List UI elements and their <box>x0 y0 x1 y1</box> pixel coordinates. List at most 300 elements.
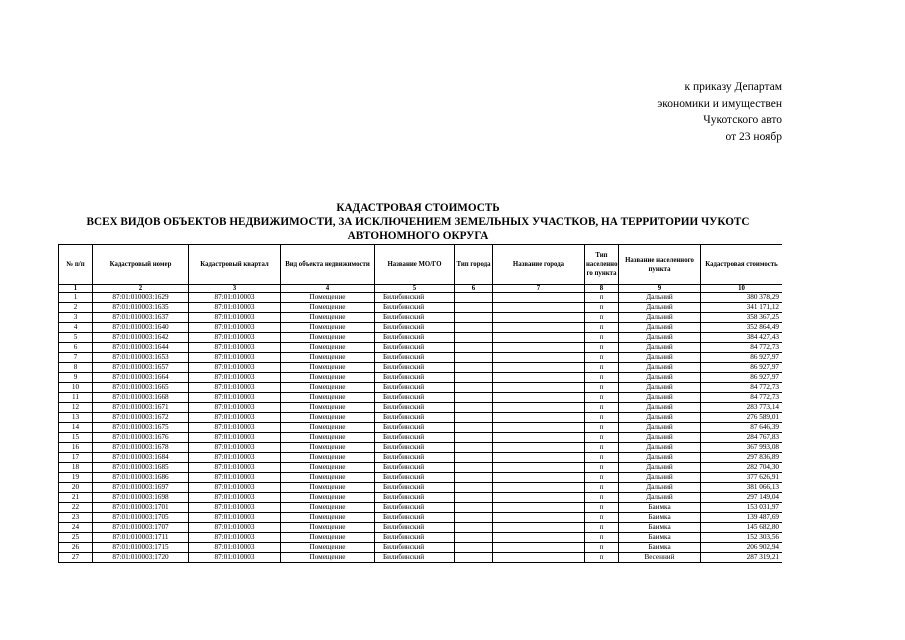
city-name-cell <box>493 553 585 563</box>
cadastral-number-cell: 87:01:010003:1684 <box>93 453 189 463</box>
cadastral-quarter-cell: 87:01:010003 <box>189 523 281 533</box>
column-header: Название города <box>493 245 585 285</box>
settlement-name-cell: Дальний <box>619 313 701 323</box>
cadastral-value-cell: 84 772,73 <box>701 343 783 353</box>
order-reference-line: экономики и имуществен <box>657 97 782 110</box>
table-row <box>59 503 783 513</box>
cadastral-value-cell: 358 367,25 <box>701 313 783 323</box>
municipality-cell: Билибинский <box>375 553 455 563</box>
city-type-cell <box>455 413 493 423</box>
cadastral-value-cell: 153 031,97 <box>701 503 783 513</box>
row-number-cell: 27 <box>59 553 93 563</box>
order-reference-line: от 23 ноябр <box>725 130 782 143</box>
city-type-cell <box>455 423 493 433</box>
row-number-cell: 2 <box>59 303 93 313</box>
table-row <box>59 543 783 553</box>
order-reference-line: Чукотского авто <box>703 114 782 126</box>
cadastral-quarter-cell: 87:01:010003 <box>189 303 281 313</box>
settlement-name-cell: Дальний <box>619 343 701 353</box>
object-type-cell: Помещение <box>281 553 375 563</box>
table-row <box>59 403 783 413</box>
object-type-cell: Помещение <box>281 293 375 303</box>
municipality-cell: Билибинский <box>375 333 455 343</box>
city-type-cell <box>455 373 493 383</box>
cadastral-value-cell: 380 378,29 <box>701 293 783 303</box>
city-name-cell <box>493 393 585 403</box>
settlement-name-cell: Дальний <box>619 473 701 483</box>
settlement-name-cell: Дальний <box>619 303 701 313</box>
table-row <box>59 523 783 533</box>
table-row <box>59 483 783 493</box>
cadastral-value-cell: 287 319,21 <box>701 553 783 563</box>
cadastral-quarter-cell: 87:01:010003 <box>189 383 281 393</box>
city-type-cell <box>455 293 493 303</box>
column-number-row <box>59 285 783 293</box>
cadastral-number-cell: 87:01:010003:1715 <box>93 543 189 553</box>
settlement-name-cell: Баимка <box>619 543 701 553</box>
municipality-cell: Билибинский <box>375 463 455 473</box>
city-type-cell <box>455 513 493 523</box>
settlement-type-cell: п <box>585 473 619 483</box>
row-number-cell: 19 <box>59 473 93 483</box>
cadastral-quarter-cell: 87:01:010003 <box>189 373 281 383</box>
cadastral-number-cell: 87:01:010003:1711 <box>93 533 189 543</box>
city-type-cell <box>455 523 493 533</box>
city-type-cell <box>455 303 493 313</box>
cadastral-quarter-cell: 87:01:010003 <box>189 363 281 373</box>
cadastral-number-cell: 87:01:010003:1720 <box>93 553 189 563</box>
row-number-cell: 21 <box>59 493 93 503</box>
cadastral-quarter-cell: 87:01:010003 <box>189 423 281 433</box>
municipality-cell: Билибинский <box>375 433 455 443</box>
cadastral-number-cell: 87:01:010003:1653 <box>93 353 189 363</box>
column-number: 10 <box>701 285 783 293</box>
table-row <box>59 293 783 303</box>
cadastral-value-cell: 86 927,97 <box>701 373 783 383</box>
column-number: 9 <box>619 285 701 293</box>
settlement-type-cell: п <box>585 523 619 533</box>
municipality-cell: Билибинский <box>375 373 455 383</box>
settlement-type-cell: п <box>585 463 619 473</box>
row-number-cell: 9 <box>59 373 93 383</box>
object-type-cell: Помещение <box>281 413 375 423</box>
city-name-cell <box>493 433 585 443</box>
column-header: Тип города <box>455 245 493 285</box>
row-number-cell: 7 <box>59 353 93 363</box>
row-number-cell: 10 <box>59 383 93 393</box>
settlement-name-cell: Дальний <box>619 383 701 393</box>
cadastral-number-cell: 87:01:010003:1675 <box>93 423 189 433</box>
settlement-name-cell: Дальний <box>619 483 701 493</box>
cadastral-value-cell: 297 836,89 <box>701 453 783 463</box>
table-row <box>59 533 783 543</box>
row-number-cell: 18 <box>59 463 93 473</box>
order-reference <box>582 79 782 145</box>
cadastral-value-cell: 381 066,13 <box>701 483 783 493</box>
settlement-type-cell: п <box>585 423 619 433</box>
city-name-cell <box>493 363 585 373</box>
cadastral-quarter-cell: 87:01:010003 <box>189 553 281 563</box>
city-name-cell <box>493 323 585 333</box>
cadastral-value-cell: 86 927,97 <box>701 363 783 373</box>
object-type-cell: Помещение <box>281 473 375 483</box>
column-header: Название населенного пункта <box>619 245 701 285</box>
settlement-type-cell: п <box>585 413 619 423</box>
settlement-name-cell: Дальний <box>619 323 701 333</box>
column-number: 6 <box>455 285 493 293</box>
cadastral-value-cell: 377 626,91 <box>701 473 783 483</box>
settlement-type-cell: п <box>585 433 619 443</box>
city-name-cell <box>493 293 585 303</box>
cadastral-number-cell: 87:01:010003:1701 <box>93 503 189 513</box>
city-name-cell <box>493 373 585 383</box>
settlement-type-cell: п <box>585 353 619 363</box>
cadastral-table <box>58 244 782 563</box>
row-number-cell: 6 <box>59 343 93 353</box>
column-header: Кадастровая стоимость <box>701 245 783 285</box>
settlement-name-cell: Дальний <box>619 433 701 443</box>
municipality-cell: Билибинский <box>375 453 455 463</box>
settlement-name-cell: Дальний <box>619 333 701 343</box>
cadastral-value-cell: 352 864,49 <box>701 323 783 333</box>
table-row <box>59 363 783 373</box>
object-type-cell: Помещение <box>281 443 375 453</box>
city-type-cell <box>455 543 493 553</box>
municipality-cell: Билибинский <box>375 303 455 313</box>
settlement-name-cell: Баимка <box>619 513 701 523</box>
cadastral-number-cell: 87:01:010003:1698 <box>93 493 189 503</box>
settlement-type-cell: п <box>585 443 619 453</box>
city-name-cell <box>493 493 585 503</box>
cadastral-value-cell: 86 927,97 <box>701 353 783 363</box>
cadastral-value-cell: 206 902,94 <box>701 543 783 553</box>
row-number-cell: 16 <box>59 443 93 453</box>
city-name-cell <box>493 483 585 493</box>
title-line: КАДАСТРОВАЯ СТОИМОСТЬ <box>336 202 500 214</box>
settlement-name-cell: Дальний <box>619 413 701 423</box>
city-type-cell <box>455 313 493 323</box>
cadastral-value-cell: 139 487,69 <box>701 513 783 523</box>
column-header: Кадастровый квартал <box>189 245 281 285</box>
settlement-type-cell: п <box>585 453 619 463</box>
title-line: АВТОНОМНОГО ОКРУГА <box>347 230 489 242</box>
object-type-cell: Помещение <box>281 323 375 333</box>
city-type-cell <box>455 343 493 353</box>
city-name-cell <box>493 503 585 513</box>
settlement-type-cell: п <box>585 493 619 503</box>
cadastral-quarter-cell: 87:01:010003 <box>189 353 281 363</box>
settlement-name-cell: Дальний <box>619 463 701 473</box>
city-name-cell <box>493 463 585 473</box>
city-name-cell <box>493 313 585 323</box>
settlement-name-cell: Баимка <box>619 503 701 513</box>
cadastral-quarter-cell: 87:01:010003 <box>189 393 281 403</box>
settlement-name-cell: Дальний <box>619 293 701 303</box>
column-header: Название МО/ГО <box>375 245 455 285</box>
settlement-type-cell: п <box>585 483 619 493</box>
city-name-cell <box>493 383 585 393</box>
settlement-type-cell: п <box>585 343 619 353</box>
table-row <box>59 493 783 503</box>
object-type-cell: Помещение <box>281 543 375 553</box>
city-type-cell <box>455 503 493 513</box>
cadastral-quarter-cell: 87:01:010003 <box>189 323 281 333</box>
municipality-cell: Билибинский <box>375 403 455 413</box>
object-type-cell: Помещение <box>281 353 375 363</box>
column-header: Вид объекта недвижимости <box>281 245 375 285</box>
city-type-cell <box>455 353 493 363</box>
cadastral-value-cell: 152 303,56 <box>701 533 783 543</box>
municipality-cell: Билибинский <box>375 493 455 503</box>
municipality-cell: Билибинский <box>375 543 455 553</box>
city-type-cell <box>455 333 493 343</box>
cadastral-number-cell: 87:01:010003:1705 <box>93 513 189 523</box>
table-row <box>59 323 783 333</box>
cadastral-quarter-cell: 87:01:010003 <box>189 543 281 553</box>
object-type-cell: Помещение <box>281 313 375 323</box>
settlement-type-cell: п <box>585 513 619 523</box>
municipality-cell: Билибинский <box>375 363 455 373</box>
cadastral-value-cell: 384 427,43 <box>701 333 783 343</box>
cadastral-value-cell: 276 589,01 <box>701 413 783 423</box>
city-type-cell <box>455 383 493 393</box>
city-name-cell <box>493 473 585 483</box>
municipality-cell: Билибинский <box>375 523 455 533</box>
object-type-cell: Помещение <box>281 373 375 383</box>
settlement-type-cell: п <box>585 363 619 373</box>
settlement-name-cell: Дальний <box>619 453 701 463</box>
settlement-type-cell: п <box>585 333 619 343</box>
object-type-cell: Помещение <box>281 343 375 353</box>
settlement-type-cell: п <box>585 293 619 303</box>
table-row <box>59 413 783 423</box>
cadastral-value-cell: 283 773,14 <box>701 403 783 413</box>
municipality-cell: Билибинский <box>375 533 455 543</box>
table-body <box>59 293 783 563</box>
row-number-cell: 22 <box>59 503 93 513</box>
settlement-name-cell: Дальний <box>619 493 701 503</box>
column-number: 2 <box>93 285 189 293</box>
city-type-cell <box>455 553 493 563</box>
settlement-type-cell: п <box>585 403 619 413</box>
table-row <box>59 343 783 353</box>
cadastral-number-cell: 87:01:010003:1635 <box>93 303 189 313</box>
table-row <box>59 313 783 323</box>
cadastral-number-cell: 87:01:010003:1629 <box>93 293 189 303</box>
cadastral-quarter-cell: 87:01:010003 <box>189 473 281 483</box>
object-type-cell: Помещение <box>281 513 375 523</box>
title-line: ВСЕХ ВИДОВ ОБЪЕКТОВ НЕДВИЖИМОСТИ, ЗА ИСКЛЮЧЕНИЕМ ЗЕМЕЛЬНЫХ УЧАСТКОВ, НА ТЕРРИТОРИИ ЧУКОТС <box>86 216 750 228</box>
settlement-type-cell: п <box>585 373 619 383</box>
settlement-type-cell: п <box>585 543 619 553</box>
cadastral-quarter-cell: 87:01:010003 <box>189 443 281 453</box>
cadastral-number-cell: 87:01:010003:1642 <box>93 333 189 343</box>
municipality-cell: Билибинский <box>375 423 455 433</box>
row-number-cell: 13 <box>59 413 93 423</box>
cadastral-number-cell: 87:01:010003:1707 <box>93 523 189 533</box>
row-number-cell: 4 <box>59 323 93 333</box>
cadastral-quarter-cell: 87:01:010003 <box>189 413 281 423</box>
cadastral-value-cell: 367 993,08 <box>701 443 783 453</box>
cadastral-value-cell: 87 646,39 <box>701 423 783 433</box>
object-type-cell: Помещение <box>281 403 375 413</box>
table-row <box>59 513 783 523</box>
object-type-cell: Помещение <box>281 333 375 343</box>
row-number-cell: 5 <box>59 333 93 343</box>
row-number-cell: 20 <box>59 483 93 493</box>
column-header: Тип населенно го пункта <box>585 245 619 285</box>
row-number-cell: 1 <box>59 293 93 303</box>
table-row <box>59 383 783 393</box>
cadastral-number-cell: 87:01:010003:1672 <box>93 413 189 423</box>
object-type-cell: Помещение <box>281 363 375 373</box>
city-name-cell <box>493 543 585 553</box>
row-number-cell: 24 <box>59 523 93 533</box>
cadastral-number-cell: 87:01:010003:1665 <box>93 383 189 393</box>
municipality-cell: Билибинский <box>375 513 455 523</box>
cadastral-value-cell: 145 682,80 <box>701 523 783 533</box>
settlement-type-cell: п <box>585 303 619 313</box>
table-row <box>59 443 783 453</box>
cadastral-value-cell: 84 772,73 <box>701 383 783 393</box>
settlement-type-cell: п <box>585 323 619 333</box>
city-name-cell <box>493 303 585 313</box>
city-name-cell <box>493 333 585 343</box>
column-number: 5 <box>375 285 455 293</box>
cadastral-quarter-cell: 87:01:010003 <box>189 483 281 493</box>
object-type-cell: Помещение <box>281 493 375 503</box>
object-type-cell: Помещение <box>281 423 375 433</box>
cadastral-quarter-cell: 87:01:010003 <box>189 493 281 503</box>
cadastral-value-cell: 84 772,73 <box>701 393 783 403</box>
row-number-cell: 12 <box>59 403 93 413</box>
object-type-cell: Помещение <box>281 503 375 513</box>
settlement-name-cell: Дальний <box>619 403 701 413</box>
table-row <box>59 473 783 483</box>
municipality-cell: Билибинский <box>375 393 455 403</box>
row-number-cell: 15 <box>59 433 93 443</box>
cadastral-value-cell: 284 767,83 <box>701 433 783 443</box>
table-row <box>59 353 783 363</box>
municipality-cell: Билибинский <box>375 383 455 393</box>
city-type-cell <box>455 403 493 413</box>
city-type-cell <box>455 473 493 483</box>
object-type-cell: Помещение <box>281 453 375 463</box>
cadastral-value-cell: 282 704,30 <box>701 463 783 473</box>
order-reference-line: к приказу Департам <box>684 81 782 93</box>
cadastral-number-cell: 87:01:010003:1668 <box>93 393 189 403</box>
object-type-cell: Помещение <box>281 523 375 533</box>
column-number: 1 <box>59 285 93 293</box>
row-number-cell: 25 <box>59 533 93 543</box>
city-name-cell <box>493 343 585 353</box>
city-name-cell <box>493 533 585 543</box>
cadastral-quarter-cell: 87:01:010003 <box>189 313 281 323</box>
city-type-cell <box>455 443 493 453</box>
city-name-cell <box>493 523 585 533</box>
column-header: № п/п <box>59 245 93 285</box>
city-type-cell <box>455 363 493 373</box>
cadastral-quarter-cell: 87:01:010003 <box>189 333 281 343</box>
municipality-cell: Билибинский <box>375 443 455 453</box>
object-type-cell: Помещение <box>281 533 375 543</box>
settlement-type-cell: п <box>585 533 619 543</box>
city-name-cell <box>493 403 585 413</box>
object-type-cell: Помещение <box>281 303 375 313</box>
city-type-cell <box>455 493 493 503</box>
municipality-cell: Билибинский <box>375 413 455 423</box>
cadastral-number-cell: 87:01:010003:1676 <box>93 433 189 443</box>
settlement-name-cell: Весенний <box>619 553 701 563</box>
object-type-cell: Помещение <box>281 433 375 443</box>
city-type-cell <box>455 533 493 543</box>
object-type-cell: Помещение <box>281 463 375 473</box>
city-name-cell <box>493 513 585 523</box>
row-number-cell: 11 <box>59 393 93 403</box>
city-type-cell <box>455 453 493 463</box>
city-type-cell <box>455 323 493 333</box>
column-number: 3 <box>189 285 281 293</box>
cadastral-quarter-cell: 87:01:010003 <box>189 343 281 353</box>
municipality-cell: Билибинский <box>375 473 455 483</box>
cadastral-value-cell: 297 149,04 <box>701 493 783 503</box>
city-type-cell <box>455 483 493 493</box>
document-title <box>58 201 778 243</box>
cadastral-quarter-cell: 87:01:010003 <box>189 453 281 463</box>
settlement-name-cell: Баимка <box>619 523 701 533</box>
cadastral-number-cell: 87:01:010003:1640 <box>93 323 189 333</box>
row-number-cell: 8 <box>59 363 93 373</box>
municipality-cell: Билибинский <box>375 323 455 333</box>
table-row <box>59 433 783 443</box>
cadastral-quarter-cell: 87:01:010003 <box>189 293 281 303</box>
cadastral-quarter-cell: 87:01:010003 <box>189 403 281 413</box>
table-row <box>59 333 783 343</box>
column-number: 4 <box>281 285 375 293</box>
column-number: 8 <box>585 285 619 293</box>
column-header: Кадастровый номер <box>93 245 189 285</box>
municipality-cell: Билибинский <box>375 483 455 493</box>
table-header-row <box>59 245 783 285</box>
cadastral-number-cell: 87:01:010003:1644 <box>93 343 189 353</box>
cadastral-number-cell: 87:01:010003:1671 <box>93 403 189 413</box>
cadastral-number-cell: 87:01:010003:1637 <box>93 313 189 323</box>
cadastral-quarter-cell: 87:01:010003 <box>189 533 281 543</box>
table-row <box>59 463 783 473</box>
settlement-name-cell: Дальний <box>619 353 701 363</box>
city-name-cell <box>493 443 585 453</box>
cadastral-number-cell: 87:01:010003:1657 <box>93 363 189 373</box>
cadastral-number-cell: 87:01:010003:1664 <box>93 373 189 383</box>
settlement-name-cell: Дальний <box>619 423 701 433</box>
object-type-cell: Помещение <box>281 483 375 493</box>
settlement-name-cell: Баимка <box>619 533 701 543</box>
settlement-name-cell: Дальний <box>619 373 701 383</box>
cadastral-quarter-cell: 87:01:010003 <box>189 513 281 523</box>
cadastral-number-cell: 87:01:010003:1678 <box>93 443 189 453</box>
city-type-cell <box>455 463 493 473</box>
city-name-cell <box>493 453 585 463</box>
row-number-cell: 26 <box>59 543 93 553</box>
city-name-cell <box>493 423 585 433</box>
table-row <box>59 393 783 403</box>
row-number-cell: 17 <box>59 453 93 463</box>
city-name-cell <box>493 353 585 363</box>
city-type-cell <box>455 393 493 403</box>
cadastral-number-cell: 87:01:010003:1685 <box>93 463 189 473</box>
table-row <box>59 373 783 383</box>
settlement-type-cell: п <box>585 553 619 563</box>
